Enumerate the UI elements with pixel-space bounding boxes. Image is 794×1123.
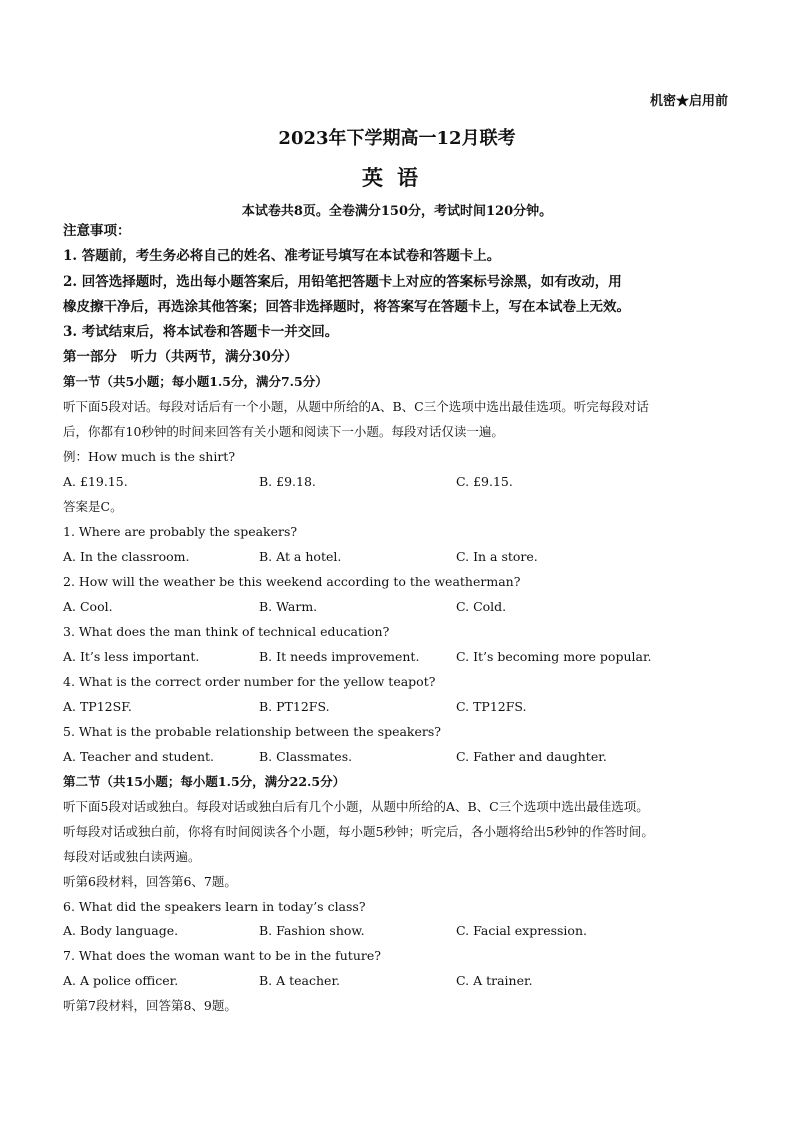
example-option-a: A. £19.15. [63, 474, 128, 489]
question-4-option-c: C. TP12FS. [456, 699, 527, 714]
question-7: 7. What does the woman want to be in the future? [63, 948, 381, 963]
section2-instruction-line-2: 听每段对话或独白前，你将有时间阅读各个小题，每小题5秒钟；听完后，各小题将给出5秒钟的作答时间。 [63, 824, 654, 839]
question-4-option-b: B. PT12FS. [259, 699, 330, 714]
question-6-option-a: A. Body language. [63, 923, 179, 938]
question-7-option-b: B. A teacher. [259, 973, 341, 988]
section2-heading: 第二节（共15小题；每小题1.5分，满分22.5分） [63, 774, 346, 789]
question-7-option-c: C. A trainer. [456, 973, 533, 988]
question-2-option-b: B. Warm. [259, 599, 318, 614]
exam-title: 2023年下学期高一12月联考 [278, 128, 516, 149]
exam-intro: 本试卷共8页。全卷满分150分，考试时间120分钟。 [241, 204, 553, 219]
material-6-instruction: 听第6段材料，回答第6、7题。 [63, 874, 237, 889]
question-2-option-c: C. Cold. [456, 599, 507, 614]
section2-instruction-line-3: 每段对话或独白读两遍。 [63, 849, 201, 864]
question-5-option-b: B. Classmates. [259, 749, 353, 764]
example-question: 例：How much is the shirt? [63, 449, 236, 464]
section1-heading: 第一节（共5小题；每小题1.5分，满分7.5分） [63, 374, 328, 389]
question-1-option-a: A. In the classroom. [63, 549, 190, 564]
question-3-option-a: A. It’s less important. [63, 649, 200, 664]
section2-instruction-line-1: 听下面5段对话或独白。每段对话或独白后有几个小题，从题中所给的A、B、C三个选项中选出最佳选项。 [63, 799, 649, 814]
note-item-1: 1. 答题前，考生务必将自己的姓名、准考证号填写在本试卷和答题卡上。 [63, 248, 501, 264]
question-2: 2. How will the weather be this weekend according to the weatherman? [63, 574, 521, 589]
question-6-option-b: B. Fashion show. [259, 923, 365, 938]
confidential-label: 机密★启用前 [649, 94, 728, 109]
notes-heading: 注意事项： [63, 223, 131, 239]
section1-instruction-line-1: 听下面5段对话。每段对话后有一个小题，从题中所给的A、B、C三个选项中选出最佳选项。听完每段对话 [63, 399, 649, 414]
example-option-c: C. £9.15. [456, 474, 513, 489]
question-4-option-a: A. TP12SF. [63, 699, 132, 714]
subject-title: 英语 [362, 165, 432, 190]
question-2-option-a: A. Cool. [63, 599, 113, 614]
note-item-2-line-1: 2. 回答选择题时，选出每小题答案后，用铅笔把答题卡上对应的答案标号涂黑，如有改动，用 [63, 274, 622, 290]
note-item-3: 3. 考试结束后，将本试卷和答题卡一并交回。 [63, 324, 339, 340]
question-3-option-c: C. It’s becoming more popular. [456, 649, 652, 664]
question-3-option-b: B. It needs improvement. [259, 649, 420, 664]
question-6-option-c: C. Facial expression. [456, 923, 587, 938]
question-1-option-b: B. At a hotel. [259, 549, 342, 564]
question-5: 5. What is the probable relationship between the speakers? [63, 724, 441, 739]
section1-instruction-line-2: 后，你都有10秒钟的时间来回答有关小题和阅读下一小题。每段对话仅读一遍。 [63, 424, 504, 439]
question-5-option-a: A. Teacher and student. [63, 749, 215, 764]
example-option-b: B. £9.18. [259, 474, 316, 489]
question-3: 3. What does the man think of technical education? [63, 624, 390, 639]
question-1-option-c: C. In a store. [456, 549, 538, 564]
question-5-option-c: C. Father and daughter. [456, 749, 607, 764]
part1-heading: 第一部分 听力（共两节，满分30分） [63, 349, 298, 365]
example-answer: 答案是C。 [63, 499, 123, 514]
question-7-option-a: A. A police officer. [63, 973, 179, 988]
material-7-instruction: 听第7段材料，回答第8、9题。 [63, 998, 237, 1013]
note-item-2-line-2: 橡皮擦干净后，再选涂其他答案；回答非选择题时，将答案写在答题卡上，写在本试卷上无效。 [63, 299, 630, 315]
question-1: 1. Where are probably the speakers? [63, 524, 298, 539]
question-4: 4. What is the correct order number for the yellow teapot? [63, 674, 436, 689]
question-6: 6. What did the speakers learn in today’s class? [63, 899, 366, 914]
